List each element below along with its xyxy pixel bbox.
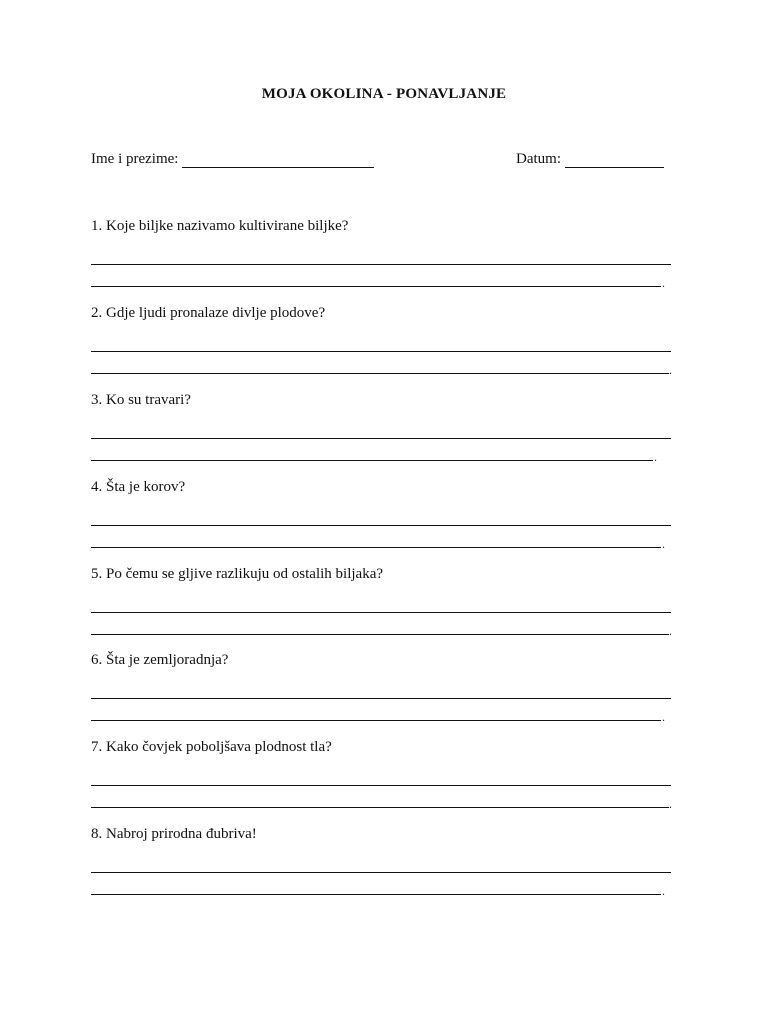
date-field xyxy=(516,151,664,168)
question-text: 3. Ko su travari? xyxy=(91,392,191,408)
answer-line[interactable] xyxy=(91,547,661,548)
answer-line[interactable] xyxy=(91,460,653,461)
date-label: Datum: xyxy=(516,151,561,167)
name-field xyxy=(91,151,374,168)
page-title: MOJA OKOLINA - PONAVLJANJE xyxy=(261,86,507,102)
date-blank[interactable] xyxy=(565,152,664,168)
name-label: Ime i prezime: xyxy=(91,151,179,167)
answer-line[interactable] xyxy=(91,785,671,786)
question-text: 5. Po čemu se gljive razlikuju od ostalih biljaka? xyxy=(91,566,384,582)
line-end-mark: . xyxy=(669,363,672,377)
answer-line[interactable] xyxy=(91,373,669,374)
answer-line[interactable] xyxy=(91,894,661,895)
answer-line[interactable] xyxy=(91,720,661,721)
question-text: 6. Šta je zemljoradnja? xyxy=(91,652,229,668)
answer-line[interactable] xyxy=(91,634,669,635)
answer-line[interactable] xyxy=(91,872,671,873)
line-end-mark: . xyxy=(669,797,672,811)
line-end-mark: . xyxy=(669,624,672,638)
answer-line[interactable] xyxy=(91,525,671,526)
line-end-mark: . xyxy=(662,537,665,551)
question-text: 1. Koje biljke nazivamo kultivirane biljke? xyxy=(91,218,349,234)
answer-line[interactable] xyxy=(91,438,671,439)
question-text: 4. Šta je korov? xyxy=(91,479,186,495)
answer-line[interactable] xyxy=(91,612,671,613)
line-end-mark: . xyxy=(654,450,657,464)
header-fields xyxy=(91,151,671,173)
answer-line[interactable] xyxy=(91,286,661,287)
answer-line[interactable] xyxy=(91,351,671,352)
answer-line[interactable] xyxy=(91,807,669,808)
answer-line[interactable] xyxy=(91,698,671,699)
line-end-mark: . xyxy=(662,884,665,898)
question-text: 7. Kako čovjek poboljšava plodnost tla? xyxy=(91,739,332,755)
question-text: 8. Nabroj prirodna đubriva! xyxy=(91,826,257,842)
name-blank[interactable] xyxy=(182,152,374,168)
line-end-mark: . xyxy=(662,276,665,290)
answer-line[interactable] xyxy=(91,264,671,265)
question-text: 2. Gdje ljudi pronalaze divlje plodove? xyxy=(91,305,326,321)
line-end-mark: . xyxy=(662,710,665,724)
